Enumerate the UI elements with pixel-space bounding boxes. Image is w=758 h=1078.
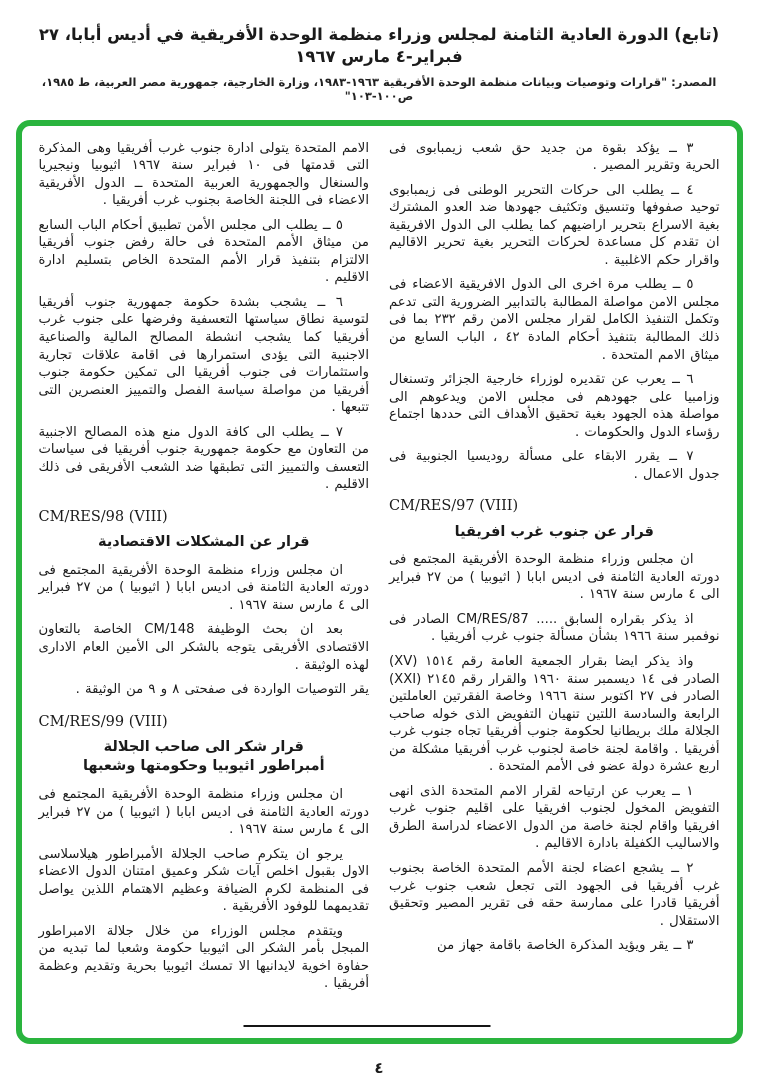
- paragraph: واذ يذكر ايضا بقرار الجمعية العامة رقم ١٥١٤ (XV) الصادر فى ١٤ ديسمبر سنة ١٩٦٠ والقرار رقم ٢١٤٥ (XXI) الصادر فى ٢٧ اكتوبر سنة ١٩٦٦ وخاصة الفقرتين العاملتين الرابعة والسادسة اللتين تنهيان التفويض الذى خوله صاحب الجلالة ملك بريطانيا لحكومة جنوب أفريقيا تجاه جنوب غرب أفريقيا . واقامة لجنة خاصة لجنوب غرب أفريقيا مشكلة من اربع عشرة دولة عضو فى الأمم المتحدة .: [389, 653, 720, 775]
- paragraph: الامم المتحدة يتولى ادارة جنوب غرب أفريقيا وهى المذكرة التى قدمتها فى ١٠ فبراير سنة ١٩٦٧ اثيوبيا ونيجيريا والسنغال والجمهورية العربية المتحدة ــ الدول الأفريقية الاعضاء فى اللجنة الخاصة بجنوب غرب أفريقيا .: [38, 140, 369, 209]
- doc-ref: CM/RES/99 (VIII): [38, 713, 168, 730]
- paragraph: يرجو ان يتكرم صاحب الجلالة الأمبراطور هيلاسلاسى الاول بقبول اخلص آيات شكر وعميق امتنان الدول الاعضاء فى المنظمة لكرم الضيافة وعظيم الاهتمام اللذين يواصل تقديمهما للوفود الأفريقية .: [38, 846, 369, 915]
- paragraph: يقر التوصيات الواردة فى صفحتى ٨ و ٩ من الوثيقة .: [75, 682, 369, 698]
- paragraph: ان مجلس وزراء منظمة الوحدة الأفريقية المجتمع فى دورته العادية الثامنة فى اديس ابابا ( اثيوبيا ) من ٢٧ فبراير الى ٤ مارس سنة ١٩٦٧ .: [38, 562, 369, 613]
- paragraph: ٦ ــ يشجب بشدة حكومة جمهورية جنوب أفريقيا لتوسية نطاق سياستها التعسفية وفرضها على جنوب غرب أفريقيا كما يشجب انشطة المصالح المالية والصناعية الاجنبية التى يؤدى استمرارها فى اقامة علاقات تجارية واستثمارات فى جنوب أفريقيا الى تمكين حكومة جنوب أفريقيا من مواصلة سياسة الفصل والتمييز العنصرين التى تتبعها .: [38, 294, 369, 416]
- source-line: المصدر: "قرارات وتوصيات وبيانات منظمة الوحدة الأفريقية ١٩٦٣-١٩٨٣، وزارة الخارجية، جمهورية مصر العربية، ط ١٩٨٥، ص١٠٠-١٠٣": [41, 74, 717, 103]
- paragraph: ٥ ــ يطلب مرة اخرى الى الدول الافريقية الاعضاء فى مجلس الامن مواصلة المطالبة بالتدابير الضرورية التى تدعم وتكمل التنفيذ الكامل لقرار مجلس الامن رقم ٢٣٢ بما فى ذلك المطالبة بتنفيذ أحكام المادة ٤٢ ، الباب السابع من ميثاق الامم المتحدة .: [389, 277, 720, 363]
- paragraph: ٦ ــ يعرب عن تقديره لوزراء خارجية الجزائر وتسنغال وزامبيا على جهودهم فى مجلس الامن ويدعوهم الى مواصلة هذه الجهود بغية تحقيق الأهداف التى حددها اجتماع رؤساء الدول والحكومات .: [389, 372, 720, 440]
- resolution-title: [39, 533, 370, 553]
- resolution-title-line: أمبراطور اثيوبيا وحكومتها وشعبها: [82, 758, 325, 775]
- resolution-title-line: قرار عن المشكلات الاقتصادية: [98, 534, 310, 551]
- session-title: (تابع) الدورة العادية الثامنة لمجلس وزراء منظمة الوحدة الأفريقية في أديس أبابا، ٢٧ فبراير-٤ مارس ١٩٦٧: [38, 25, 720, 67]
- doc-ref: CM/RES/98 (VIII): [38, 508, 168, 525]
- paragraph: ٥ ــ يطلب الى مجلس الأمن تطبيق أحكام الباب السابع من ميثاق الأمم المتحدة فى حالة رفض جنوب أفريقيا الالتزام بتنفيذ قرار الأمم المتحدة الخاص بتسليم ادارة الاقليم .: [38, 217, 369, 286]
- paragraph: ٧ ــ يطلب الى كافة الدول منع هذه المصالح الاجنبية من التعاون مع حكومة جمهورية جنوب أفريقيا فى سياسات التعسف والتمييز التى تطبقها ضد الشعب الأفريقى فى ذلك الاقليم .: [38, 424, 369, 493]
- end-of-text-rule: [244, 1025, 491, 1027]
- page-number: ٤: [374, 1058, 384, 1077]
- paragraph: اذ يذكر بقراره السابق ..... CM/RES/87 الصادر فى نوفمبر سنة ١٩٦٦ بشأن مسألة جنوب غرب أفريقيا .: [389, 611, 720, 645]
- page-header: [0, 0, 758, 103]
- content-border-box: [16, 120, 743, 1044]
- resolution-title: [389, 523, 720, 543]
- paragraph: ١ ــ يعرب عن ارتياحه لقرار الامم المتحدة الذى انهى التفويض المخول لجنوب افريقيا على اقليم جنوب غرب افريقيا واقام لجنة خاصة من الدول الاعضاء لدراسة الطرق والاساليب الكفيلة بادارة الاقاليم .: [389, 783, 720, 852]
- paragraph: ويتقدم مجلس الوزراء من خلال جلالة الامبراطور المبجل بأمر الشكر الى اثيوبيا حكومة وشعبا لما تبديه من حفاوة اخوية لايدانيها الا تمسك اثيوبيا بحرية وتقديم وعظمة أفريقيا .: [38, 923, 369, 992]
- paragraph: ٤ ــ يطلب الى حركات التحرير الوطنى فى زيمبابوى توحيد صفوفها وتنسيق وتكثيف جهودها ضد العدو المشترك بغية الاسراع بتحرير اراضيهم كما يطلب الى الدول الافريقية ان تقدم كل مساعدة لحركات التحرير بغية تحرير الاقاليم واقرار حكم الاغلبية .: [389, 182, 720, 268]
- paragraph: ٣ ــ يقر ويؤيد المذكرة الخاصة باقامة جهاز من: [437, 938, 694, 954]
- paragraph: ان مجلس وزراء منظمة الوحدة الأفريقية المجتمع فى دورته العادية الثامنة فى اديس ابابا ( اثيوبيا ) من ٢٧ فبراير الى ٤ مارس سنة ١٩٦٧ .: [38, 787, 369, 838]
- column-left: [39, 140, 370, 1000]
- paragraph: ٢ ــ يشجع اعضاء لجنة الأمم المتحدة الخاصة بجنوب غرب أفريقيا فى الجهود التى تجعل شعب جنوب غرب أفريقيا قادرا على ممارسة حقه فى تقرير المصير وتحقيق الاستقلال .: [389, 860, 720, 929]
- resolution-title-line: قرار شكر الى صاحب الجلالة: [103, 738, 304, 755]
- paragraph: ان مجلس وزراء منظمة الوحدة الأفريقية المجتمع فى دورته العادية الثامنة فى اديس ابابا ( اثيوبيا ) من ٢٧ فبراير الى ٤ مارس سنة ١٩٦٧ .: [389, 552, 720, 603]
- doc-ref: CM/RES/97 (VIII): [389, 498, 519, 515]
- paragraph: ٣ ــ يؤكد بقوة من جديد حق شعب زيمبابوى فى الحرية وتقرير المصير .: [389, 140, 720, 174]
- paragraph: ٧ ــ يقرر الابقاء على مسألة روديسيا الجنوبية فى جدول الاعمال .: [389, 449, 720, 482]
- two-column-layout: [39, 140, 720, 1000]
- column-right: [389, 140, 720, 1000]
- paragraph: بعد ان بحث الوظيفة CM/148 الخاصة بالتعاون الاقتصادى الأفريقى يتوجه بالشكر الى الأمين العام الادارى لهذه الوثيقة .: [38, 622, 369, 673]
- resolution-title: [39, 738, 370, 777]
- resolution-title-line: قرار عن جنوب غرب افريقيا: [454, 523, 654, 540]
